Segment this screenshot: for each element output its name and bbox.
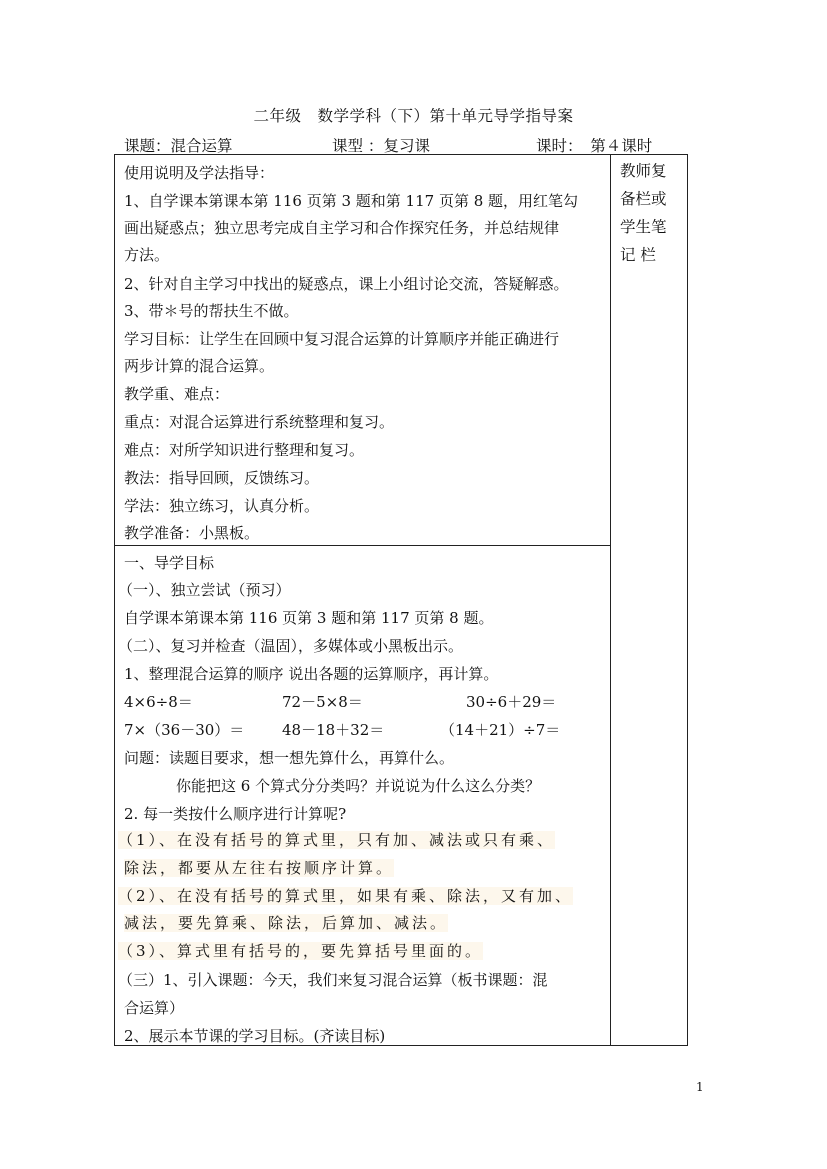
learning-method: 学法：独立练习，认真分析。	[124, 497, 320, 515]
subsection-heading: （二）、复习并检查（温固），多媒体或小黑板出示。	[118, 637, 464, 655]
teaching-method: 教法：指导回顾，反馈练习。	[124, 469, 320, 487]
learning-goal: 两步计算的混合运算。	[124, 357, 275, 375]
rule-line: （3）、算式里有括号的，要先算括号里面的。	[118, 942, 484, 960]
instructions-heading: 使用说明及学法指导：	[124, 164, 275, 182]
topic-value: 混合运算	[170, 137, 233, 155]
exercise-item: 7×（36－30）＝	[124, 721, 245, 739]
rule-line: 除法，都要从左往右按顺序计算。	[124, 859, 395, 877]
question-line: 你能把这 6 个算式分分类吗？并说说为什么这么分类？	[176, 777, 541, 795]
side-note-line: 学生笔	[620, 218, 667, 236]
instruction-line: 画出疑惑点；独立思考完成自主学习和合作探究任务，并总结规律	[124, 219, 560, 237]
intro-line: 合运算）	[124, 999, 185, 1017]
row-divider	[114, 545, 611, 546]
lesson-type-value: 复习课	[383, 137, 430, 155]
instruction-line: 方法。	[124, 246, 170, 264]
rule-line: （2）、在没有括号的算式里，如果有乘、除法，又有加、	[118, 887, 574, 905]
learning-goal: 学习目标：让学生在回顾中复习混合运算的计算顺序并能正确进行	[124, 330, 560, 348]
intro-line: （三）1、引入课题：今天，我们来复习混合运算（板书课题：混	[118, 971, 548, 989]
rule-line: 减法，要先算乘、除法，后算加、减法。	[124, 914, 449, 932]
exercise-item: （14＋21）÷7＝	[440, 721, 561, 739]
lesson-type-field	[332, 134, 430, 156]
preview-task: 自学课本第课本第 116 页第 3 题和第 117 页第 8 题。	[124, 609, 494, 627]
side-note-line: 记 栏	[620, 246, 656, 264]
lesson-hours-value: 第４课时	[590, 137, 653, 155]
question-line: 问题：读题目要求，想一想先算什么，再算什么。	[124, 749, 455, 767]
lesson-hours-field	[536, 134, 676, 156]
exercise-item: 4×6÷8＝	[124, 693, 193, 711]
subsection-heading: （一）、独立尝试（预习）	[118, 581, 291, 599]
difficult-point: 难点：对所学知识进行整理和复习。	[124, 441, 365, 459]
lesson-type-label: 课型 ：	[332, 137, 384, 155]
teaching-preparation: 教学准备：小黑板。	[124, 524, 260, 542]
instruction-line: 3、带＊号的帮扶生不做。	[124, 302, 299, 320]
review-task: 1、整理混合运算的顺序 说出各题的运算顺序，再计算。	[124, 665, 499, 683]
key-points-heading: 教学重、难点：	[124, 385, 230, 403]
document-title: 二年级 数学学科（下）第十单元导学指导案	[253, 107, 574, 125]
section-heading: 一、导学目标	[124, 554, 215, 572]
exercise-item: 48－18＋32＝	[282, 721, 385, 739]
topic-label: 课题：	[124, 137, 171, 155]
column-divider	[610, 154, 611, 1046]
rule-line: （1）、在没有括号的算式里，只有加、减法或只有乘、	[118, 831, 556, 849]
instruction-line: 1、自学课本第课本第 116 页第 3 题和第 117 页第 8 题，用红笔勾	[124, 192, 579, 210]
instruction-line: 2、针对自主学习中找出的疑惑点，课上小组讨论交流，答疑解惑。	[124, 275, 569, 293]
exercise-item: 30÷6＋29＝	[466, 693, 557, 711]
side-note-line: 教师复	[620, 162, 667, 180]
question-line: 2. 每一类按什么顺序进行计算呢?	[124, 805, 347, 823]
page-number: 1	[696, 1080, 704, 1094]
exercise-item: 72－5×8＝	[282, 693, 363, 711]
lesson-hours-label: 课时：	[536, 137, 583, 155]
key-point: 重点：对混合运算进行系统整理和复习。	[124, 413, 395, 431]
goal-display-line: 2、展示本节课的学习目标。(齐读目标)	[124, 1027, 386, 1045]
side-note-line: 备栏或	[620, 190, 667, 208]
topic-field	[124, 134, 248, 156]
